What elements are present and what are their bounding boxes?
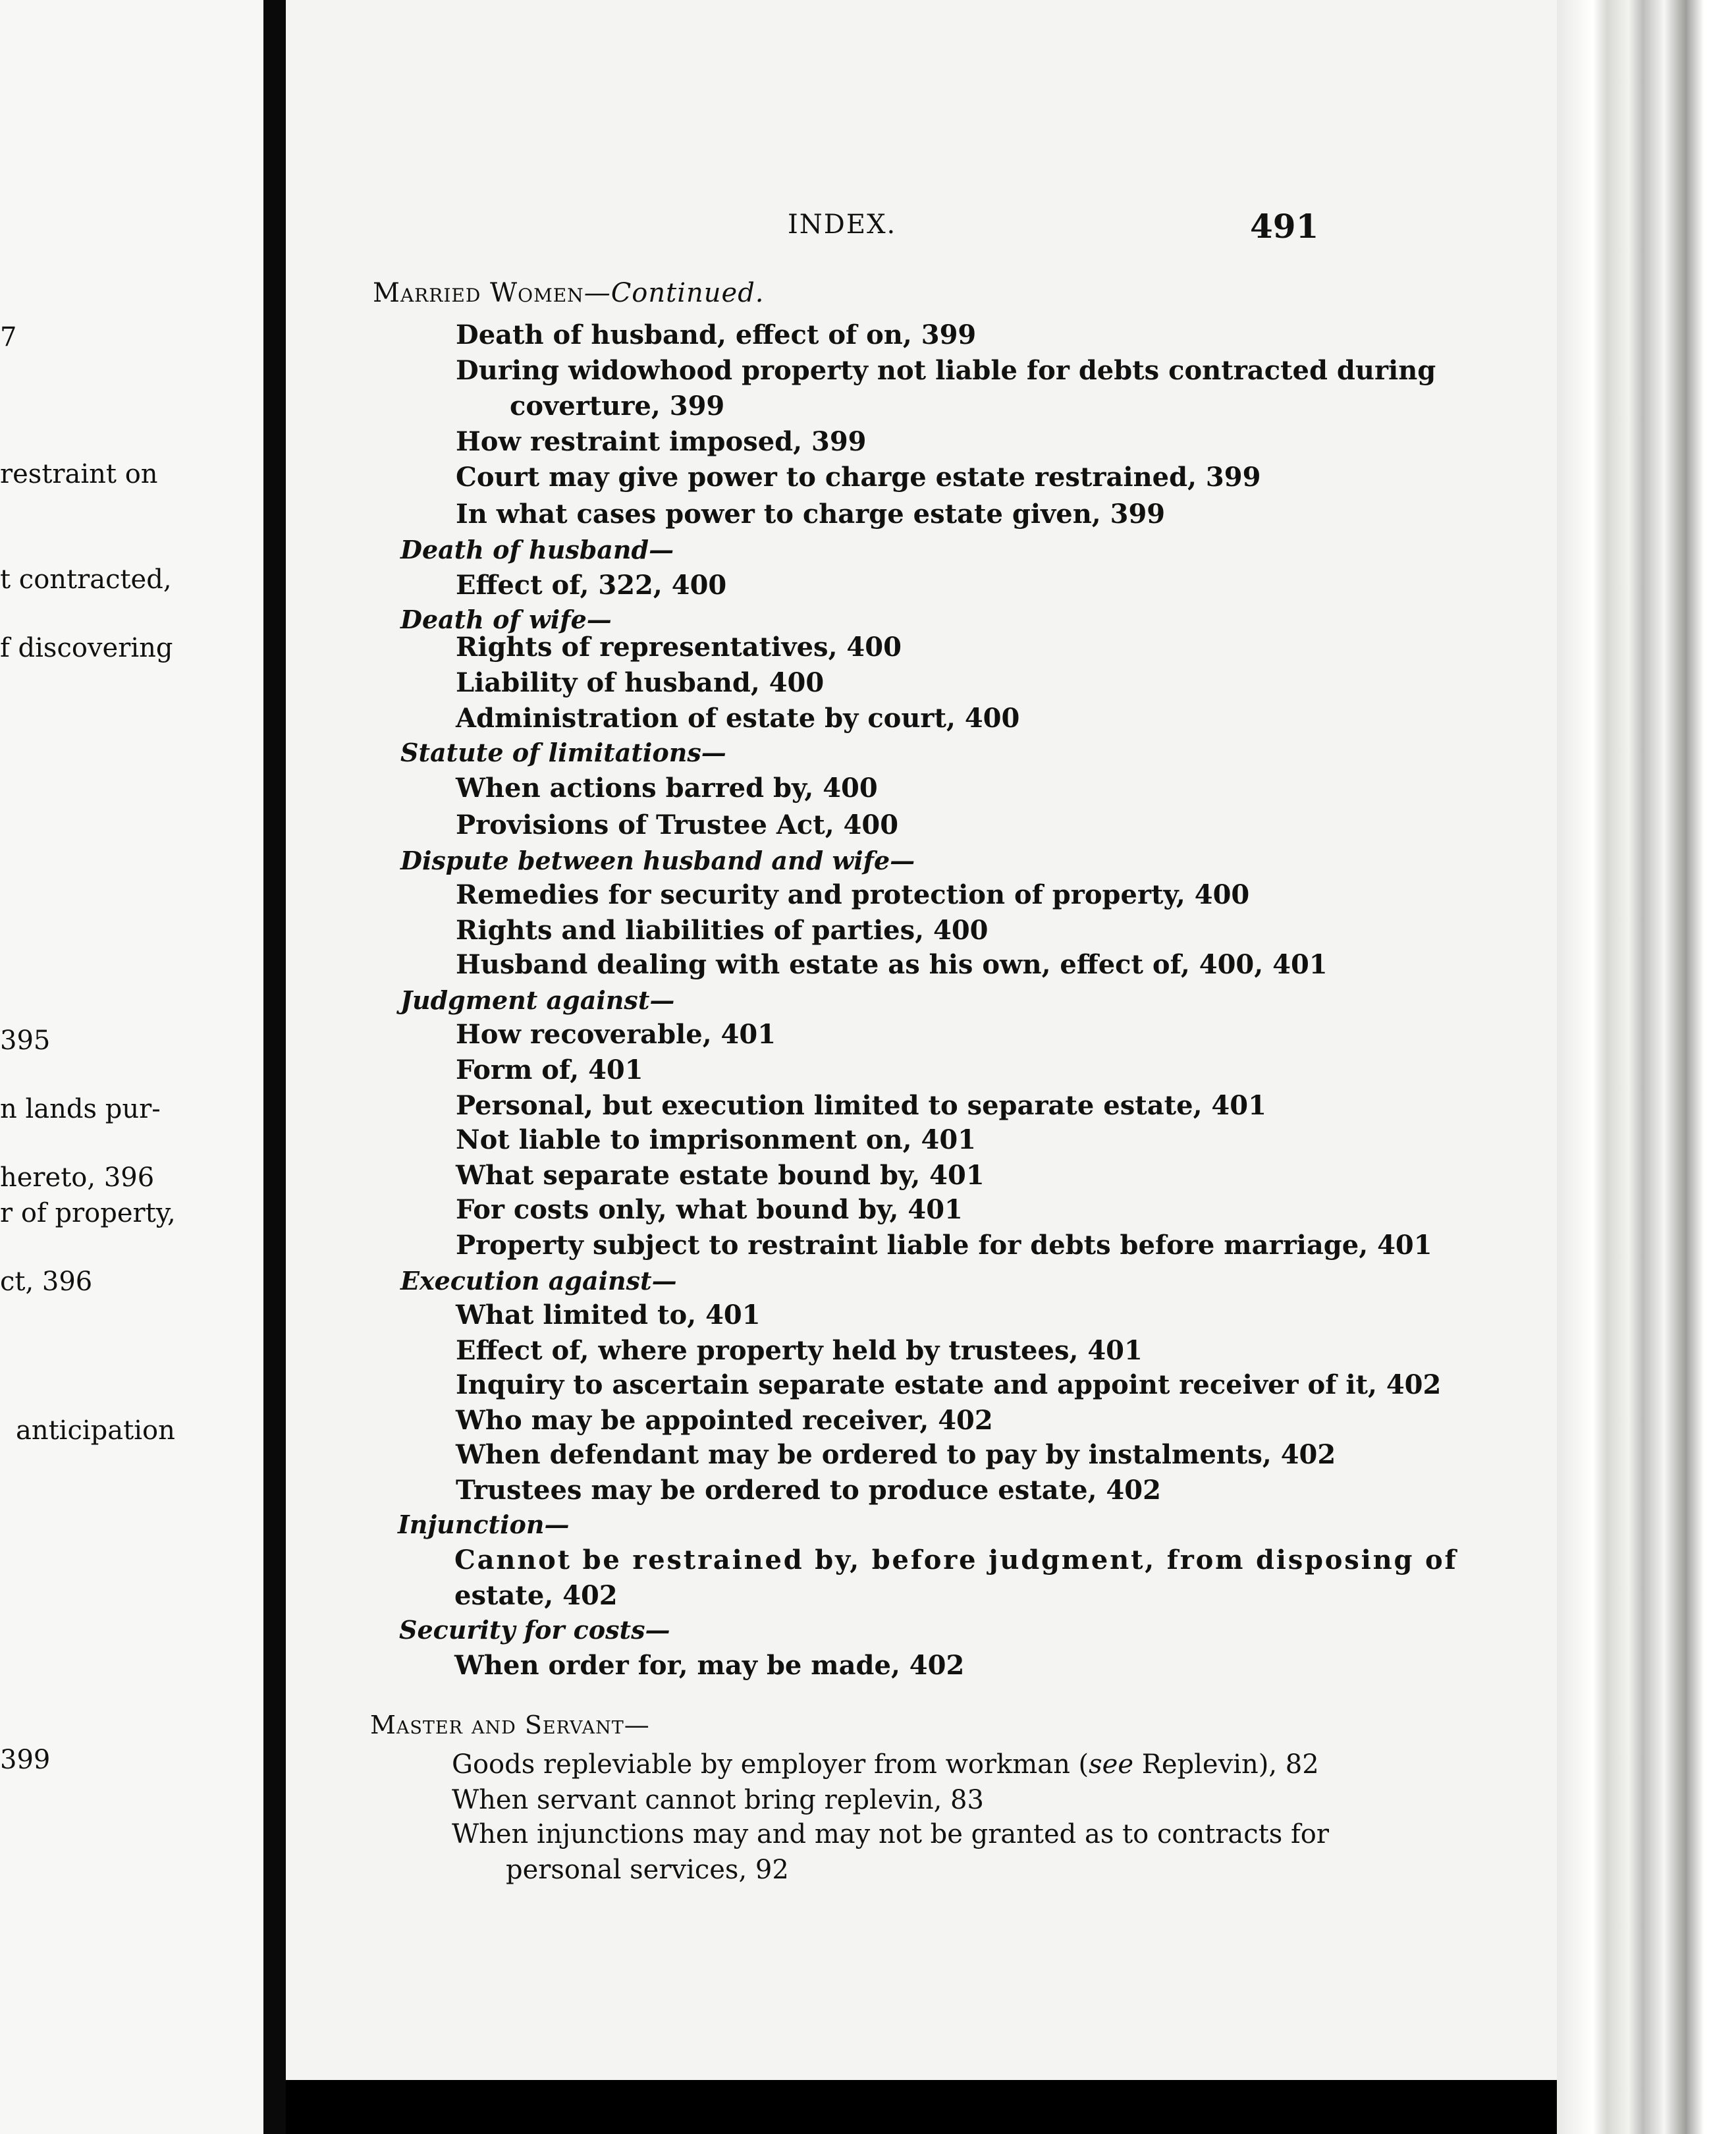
index-entry: Court may give power to charge estate restrained, 399 bbox=[456, 462, 1261, 493]
index-entry: What separate estate bound by, 401 bbox=[456, 1160, 985, 1191]
index-entry: How recoverable, 401 bbox=[456, 1019, 776, 1050]
index-entry: Cannot be restrained by, before judgment, from disposing of bbox=[454, 1545, 1458, 1575]
index-entry: In what cases power to charge estate given, 399 bbox=[456, 499, 1166, 530]
heading-text: Married Women bbox=[373, 278, 584, 308]
index-entry: Remedies for security and protection of property, 400 bbox=[456, 879, 1250, 910]
index-subheading: Execution against— bbox=[400, 1266, 677, 1296]
left-line: f discovering bbox=[0, 633, 173, 663]
index-entry-continued: estate, 402 bbox=[454, 1580, 618, 1611]
index-subheading: Security for costs— bbox=[399, 1615, 670, 1645]
left-line: 395 bbox=[0, 1026, 51, 1056]
left-line: anticipation bbox=[16, 1415, 175, 1446]
index-entry: Not liable to imprisonment on, 401 bbox=[456, 1124, 976, 1155]
index-heading-master-and-servant: Master and Servant— bbox=[370, 1710, 650, 1739]
scan-border bbox=[286, 2080, 1557, 2134]
index-entry: When servant cannot bring replevin, 83 bbox=[452, 1785, 984, 1815]
index-subheading: Injunction— bbox=[398, 1510, 570, 1539]
index-entry: Rights and liabilities of parties, 400 bbox=[456, 915, 989, 946]
index-entry: Administration of estate by court, 400 bbox=[456, 703, 1020, 734]
index-entry: Husband dealing with estate as his own, effect of, 400, 401 bbox=[456, 949, 1328, 980]
index-entry: Trustees may be ordered to produce estate, 402 bbox=[456, 1475, 1161, 1506]
index-entry: Effect of, 322, 400 bbox=[456, 570, 727, 601]
index-entry: What limited to, 401 bbox=[456, 1300, 761, 1330]
left-line: hereto, 396 bbox=[0, 1163, 155, 1193]
index-entry: Property subject to restraint liable for debts before marriage, 401 bbox=[456, 1230, 1432, 1261]
index-entry bbox=[452, 1748, 1319, 1781]
left-line: r of property, bbox=[0, 1198, 176, 1228]
index-entry: When actions barred by, 400 bbox=[456, 773, 878, 804]
index-entry: For costs only, what bound by, 401 bbox=[456, 1194, 963, 1225]
book-gutter bbox=[263, 0, 286, 2134]
page-number: 491 bbox=[1250, 207, 1319, 246]
continued-label: —Continued. bbox=[583, 278, 765, 308]
index-entry: During widowhood property not liable for debts contracted during bbox=[456, 355, 1436, 386]
left-line: ct, 396 bbox=[0, 1267, 93, 1297]
index-entry: Inquiry to ascertain separate estate and appoint receiver of it, 402 bbox=[456, 1369, 1442, 1400]
index-entry: Liability of husband, 400 bbox=[456, 667, 825, 698]
index-entry: When defendant may be ordered to pay by instalments, 402 bbox=[456, 1439, 1336, 1470]
left-line: 399 bbox=[0, 1745, 51, 1775]
index-subheading: Statute of limitations— bbox=[400, 738, 726, 767]
left-line: n lands pur- bbox=[0, 1094, 161, 1124]
index-entry: When order for, may be made, 402 bbox=[454, 1650, 965, 1681]
left-page-fragment bbox=[0, 0, 263, 2134]
left-line: 7 bbox=[0, 322, 17, 352]
index-entry: Provisions of Trustee Act, 400 bbox=[456, 809, 899, 840]
index-heading-married-women bbox=[373, 277, 765, 310]
index-entry: Personal, but execution limited to separate estate, 401 bbox=[456, 1090, 1266, 1121]
index-entry: How restraint imposed, 399 bbox=[456, 426, 867, 457]
running-head: INDEX. bbox=[788, 209, 897, 240]
index-entry: When injunctions may and may not be granted as to contracts for bbox=[452, 1819, 1329, 1849]
index-subheading: Judgment against— bbox=[400, 985, 675, 1015]
index-entry: Death of husband, effect of on, 399 bbox=[456, 319, 977, 350]
entry-text: Replevin), 82 bbox=[1133, 1749, 1319, 1780]
index-entry: Who may be appointed receiver, 402 bbox=[456, 1405, 993, 1436]
index-entry-continued: personal services, 92 bbox=[506, 1855, 789, 1885]
index-subheading: Death of husband— bbox=[400, 535, 674, 564]
index-entry-continued: coverture, 399 bbox=[510, 391, 725, 422]
index-entry: Rights of representatives, 400 bbox=[456, 632, 902, 663]
index-subheading: Death of wife— bbox=[400, 605, 612, 634]
left-line: restraint on bbox=[0, 459, 158, 489]
page-edges bbox=[1557, 0, 1736, 2134]
entry-text: Goods repleviable by employer from workman ( bbox=[452, 1749, 1089, 1780]
see-reference: see bbox=[1089, 1749, 1134, 1780]
index-subheading: Dispute between husband and wife— bbox=[400, 846, 915, 875]
left-line: t contracted, bbox=[0, 564, 172, 595]
index-entry: Effect of, where property held by trustees, 401 bbox=[456, 1335, 1143, 1366]
index-entry: Form of, 401 bbox=[456, 1054, 643, 1085]
